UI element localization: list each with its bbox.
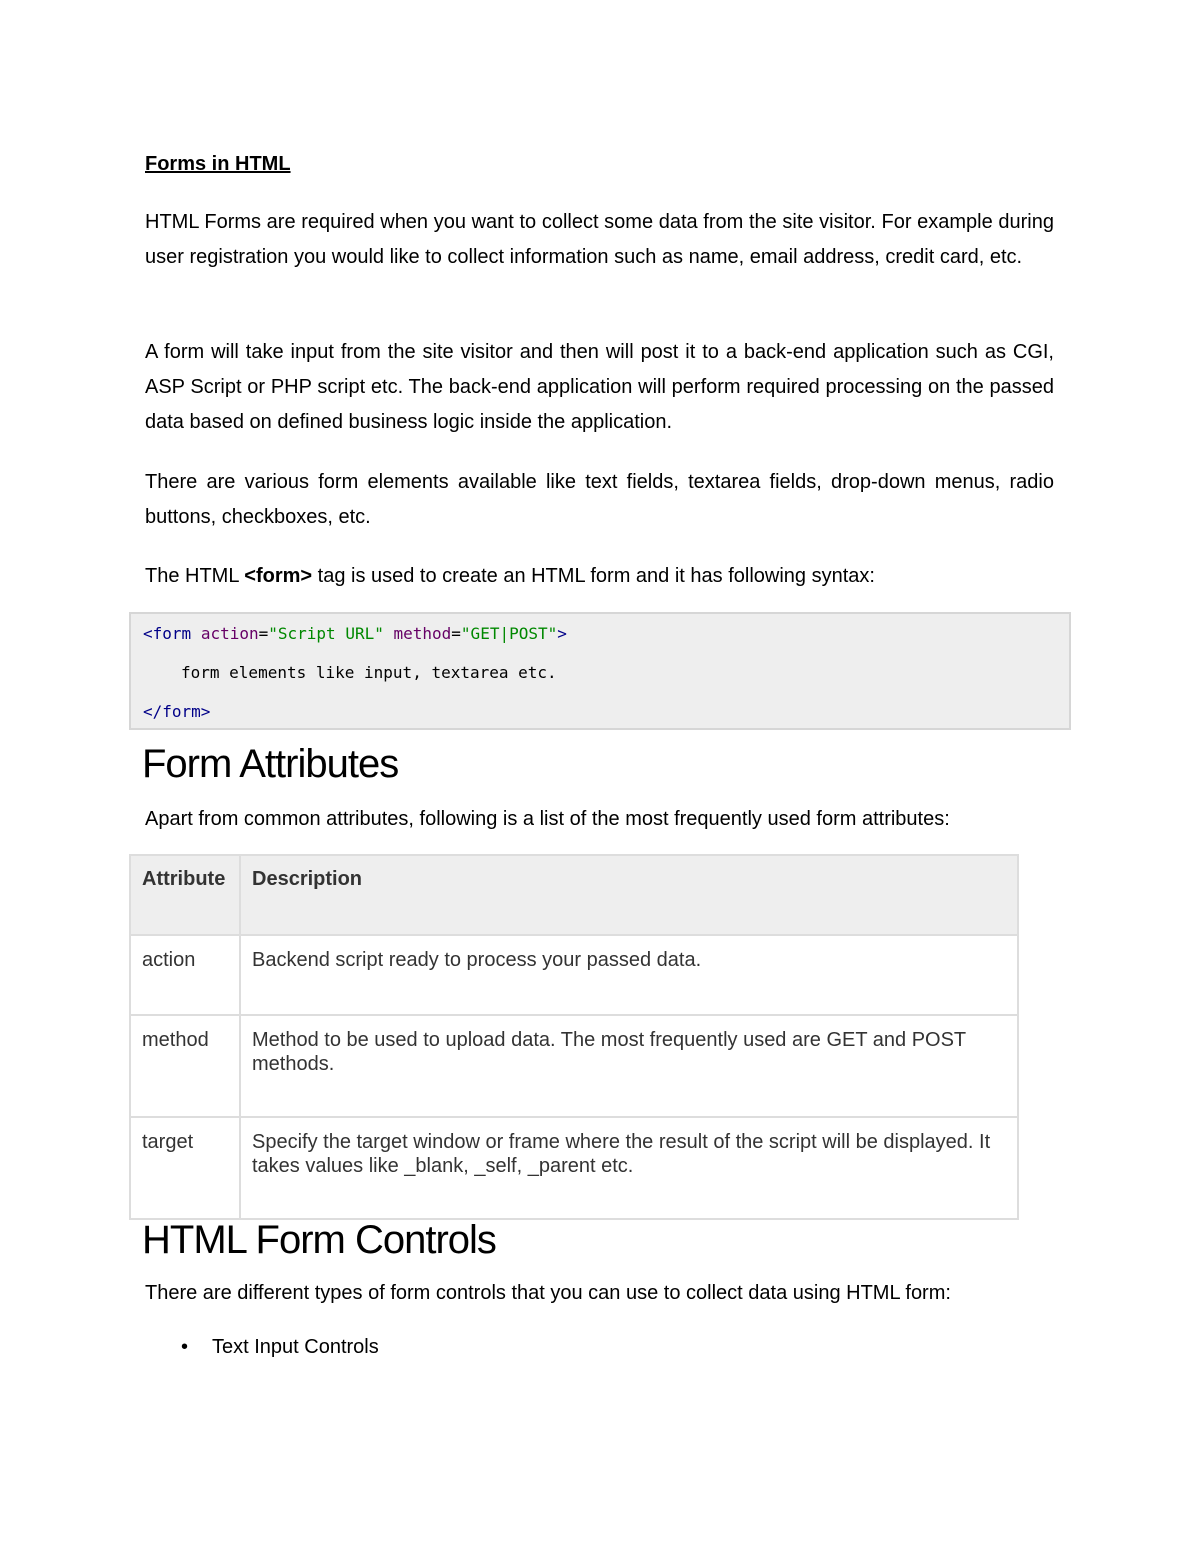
section-title-form-controls: HTML Form Controls — [142, 1218, 496, 1262]
paragraph-form-elements: There are various form elements available like text fields, textarea fields, drop-down menus, radio buttons, checkboxes, etc. — [145, 471, 1054, 528]
table-row — [130, 1117, 1018, 1219]
attributes-table — [129, 854, 1019, 1220]
code-open-tag: <form — [143, 624, 192, 643]
header-description: Description — [240, 855, 1018, 935]
code-line-body: form elements like input, textarea etc. — [181, 663, 557, 682]
code-close-bracket: > — [557, 624, 567, 643]
list-item-label: Text Input Controls — [212, 1336, 379, 1358]
header-attribute: Attribute — [130, 855, 240, 935]
cell-attribute: method — [130, 1015, 240, 1117]
cell-description: Backend script ready to process your passed data. — [240, 935, 1018, 1015]
form-tag-inline: <form> — [244, 565, 313, 587]
code-eq: = — [258, 624, 269, 643]
section-title-form-attributes: Form Attributes — [142, 742, 399, 786]
code-line-close: </form> — [143, 702, 211, 721]
code-eq: = — [451, 624, 461, 643]
code-line-open — [143, 624, 567, 643]
code-val-action: "Script URL" — [268, 624, 384, 643]
paragraph-syntax-intro — [145, 559, 1054, 594]
cell-attribute: action — [130, 935, 240, 1015]
code-attr-action: action — [200, 624, 259, 643]
page-title: Forms in HTML — [145, 153, 291, 175]
cell-description: Method to be used to upload data. The most frequently used are GET and POST methods. — [240, 1015, 1018, 1117]
section-lead-controls: There are different types of form controls that you can use to collect data using HTML form: — [145, 1282, 951, 1304]
cell-description: Specify the target window or frame where the result of the script will be displayed. It takes values like _blank, _self, _parent etc. — [240, 1117, 1018, 1219]
code-block — [129, 612, 1071, 730]
code-attr-method: method — [393, 624, 452, 643]
syntax-intro-before: The HTML — [145, 565, 245, 587]
list-item — [145, 1336, 379, 1359]
paragraph-form-backend: A form will take input from the site visitor and then will post it to a back-end application such as CGI, ASP Script or PHP script etc. The back-end application will perform required processing on the passed data based on defined business logic inside the application. — [145, 341, 1054, 433]
section-lead-attributes: Apart from common attributes, following is a list of the most frequently used form attributes: — [145, 808, 950, 830]
form-controls-list — [145, 1336, 379, 1359]
table-header-row — [130, 855, 1018, 935]
table-row — [130, 1015, 1018, 1117]
table-row — [130, 935, 1018, 1015]
syntax-intro-after: tag is used to create an HTML form and it has following syntax: — [312, 565, 875, 587]
code-val-method: "GET|POST" — [460, 624, 558, 643]
paragraph-forms-purpose: HTML Forms are required when you want to collect some data from the site visitor. For example during user registration you would like to collect information such as name, email address, credit card, etc. — [145, 211, 1054, 268]
cell-attribute: target — [130, 1117, 240, 1219]
bullet-icon: • — [181, 1336, 189, 1358]
